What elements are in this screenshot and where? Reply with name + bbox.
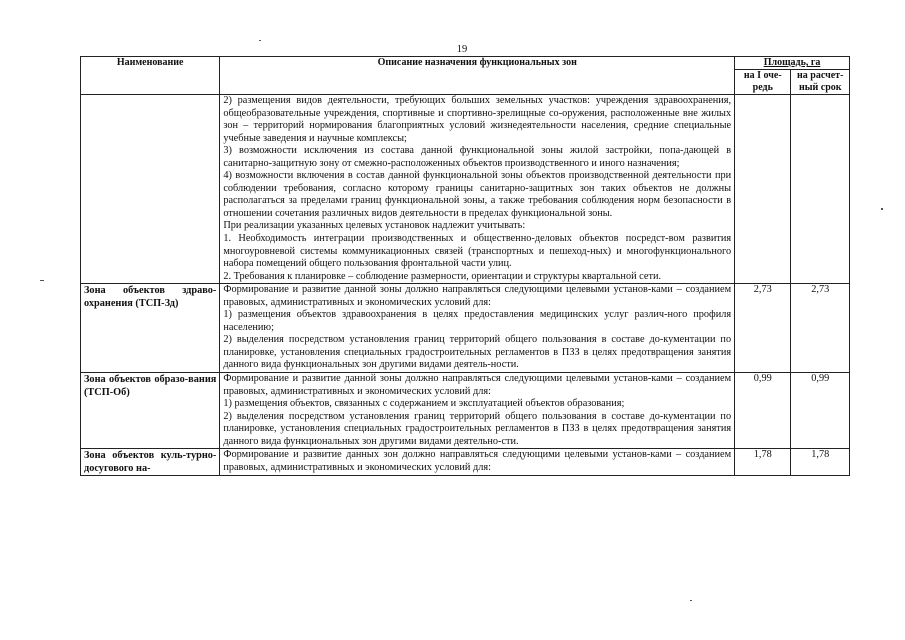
table-row-culture-leisure-zone <box>81 449 850 476</box>
zone-description-cell <box>220 449 735 476</box>
zone-name: Зона объектов здраво-охранения (ТСП-Зд) <box>81 284 220 373</box>
scan-speck <box>881 208 883 210</box>
scan-speck <box>40 280 44 281</box>
area-first-value: 1,78 <box>735 449 791 476</box>
area-first-cell <box>735 95 791 284</box>
description-paragraph: 2. Требования к планировке – соблюдение размерности, ориентации и структуры квартальной сети. <box>223 270 662 282</box>
functional-zones-table <box>80 56 850 476</box>
description-paragraph: 2) выделения посредством установления границ территорий общего пользования в составе до-кументации по планировке, установления специальных градостроительных регламентов в ПЗЗ в целях предотвращения занятия данного вида функциональных зон другими видами деятельно-сти. <box>223 410 732 447</box>
description-paragraph: 1) размещения объектов, связанных с содержанием и эксплуатацией объектов образования; <box>223 398 625 410</box>
header-name: Наименование <box>81 57 220 95</box>
header-area-first-stage: на I оче-редь <box>735 70 791 95</box>
zone-name: Зона объектов куль-турно-досугового на- <box>81 449 220 476</box>
description-paragraph: При реализации указанных целевых установок надлежит учитывать: <box>223 220 526 232</box>
header-description: Описание назначения функциональных зон <box>220 57 735 95</box>
description-paragraph: Формирование и развитие данных зон должно направляться следующими целевыми установ-ками – созданием правовых, административных и экономических условий для: <box>223 449 732 473</box>
page-number: 19 <box>456 44 468 55</box>
description-paragraph: 2) размещения видов деятельности, требующих больших земельных участков: учреждения здравоохранения, общеобразовательные учреждения, спортивные и спортивно-зрелищные со-оружения, расположенные вне жилых зон – территорий нормирования благоприятных условий жизнедеятельности населения, средние специальные учебные заведения и научные комплексы; <box>223 95 732 144</box>
description-paragraph: Формирование и развитие данной зоны должно направляться следующими целевыми установ-ками – созданием правовых, административных и экономических условий для: <box>223 373 732 397</box>
area-calc-value: 1,78 <box>791 449 850 476</box>
zone-description-cell <box>220 373 735 449</box>
area-first-value: 2,73 <box>735 284 791 373</box>
area-calc-value: 0,99 <box>791 373 850 449</box>
zone-name-cell <box>81 95 220 284</box>
scan-speck <box>690 600 692 601</box>
table-row-continuation <box>81 95 850 284</box>
area-calc-cell <box>791 95 850 284</box>
description-paragraph: 2) выделения посредством установления границ территорий общего пользования в составе до-кументации по планировке, установления специальных градостроительных регламентов в ПЗЗ в целях предотвращения занятия данного вида функциональных зон другими видами деятель-ности. <box>223 334 732 371</box>
area-first-value: 0,99 <box>735 373 791 449</box>
description-paragraph: 3) возможности исключения из состава данной функциональной зоны жилой застройки, попа-дающей в санитарно-защитную зону от смежно-расположенных объектов производственного и иного назначения; <box>223 145 732 169</box>
header-area-label: Площадь, га <box>763 57 821 68</box>
area-calc-value: 2,73 <box>791 284 850 373</box>
zone-description-cell <box>220 284 735 373</box>
header-area <box>735 57 850 70</box>
table-row-education-zone <box>81 373 850 449</box>
description-paragraph: Формирование и развитие данной зоны должно направляться следующими целевыми установ-ками – созданием правовых, административных и экономических условий для: <box>223 284 732 308</box>
zone-name: Зона объектов образо-вания (ТСП-Об) <box>81 373 220 449</box>
table-row-healthcare-zone <box>81 284 850 373</box>
description-paragraph: 1) размещения объектов здравоохранения в целях предоставления медицинских услуг различ-ного профиля населению; <box>223 309 732 333</box>
description-paragraph: 4) возможности включения в состав данной функциональной зоны объектов производственной деятельности при соблюдении требования, согласно которому границы санитарно-защитных зон таких объектов не должны располагаться за пределами границ функциональной зоны, а также требования соблюдения норм безопасности в отношении сочетания различных видов деятельности в пределах функциональной зоны. <box>223 170 732 219</box>
zone-description-cell <box>220 95 735 284</box>
description-paragraph: 1. Необходимость интеграции производственных и общественно-деловых объектов посредст-вом развития многоуровневой системы коммуникационных связей (транспортных и пешеход-ных) и многофункционального набора помещений общего пользования фронтальной части улиц. <box>223 233 732 270</box>
header-area-calc-period: на расчет-ный срок <box>791 70 850 95</box>
scan-speck <box>259 40 261 41</box>
